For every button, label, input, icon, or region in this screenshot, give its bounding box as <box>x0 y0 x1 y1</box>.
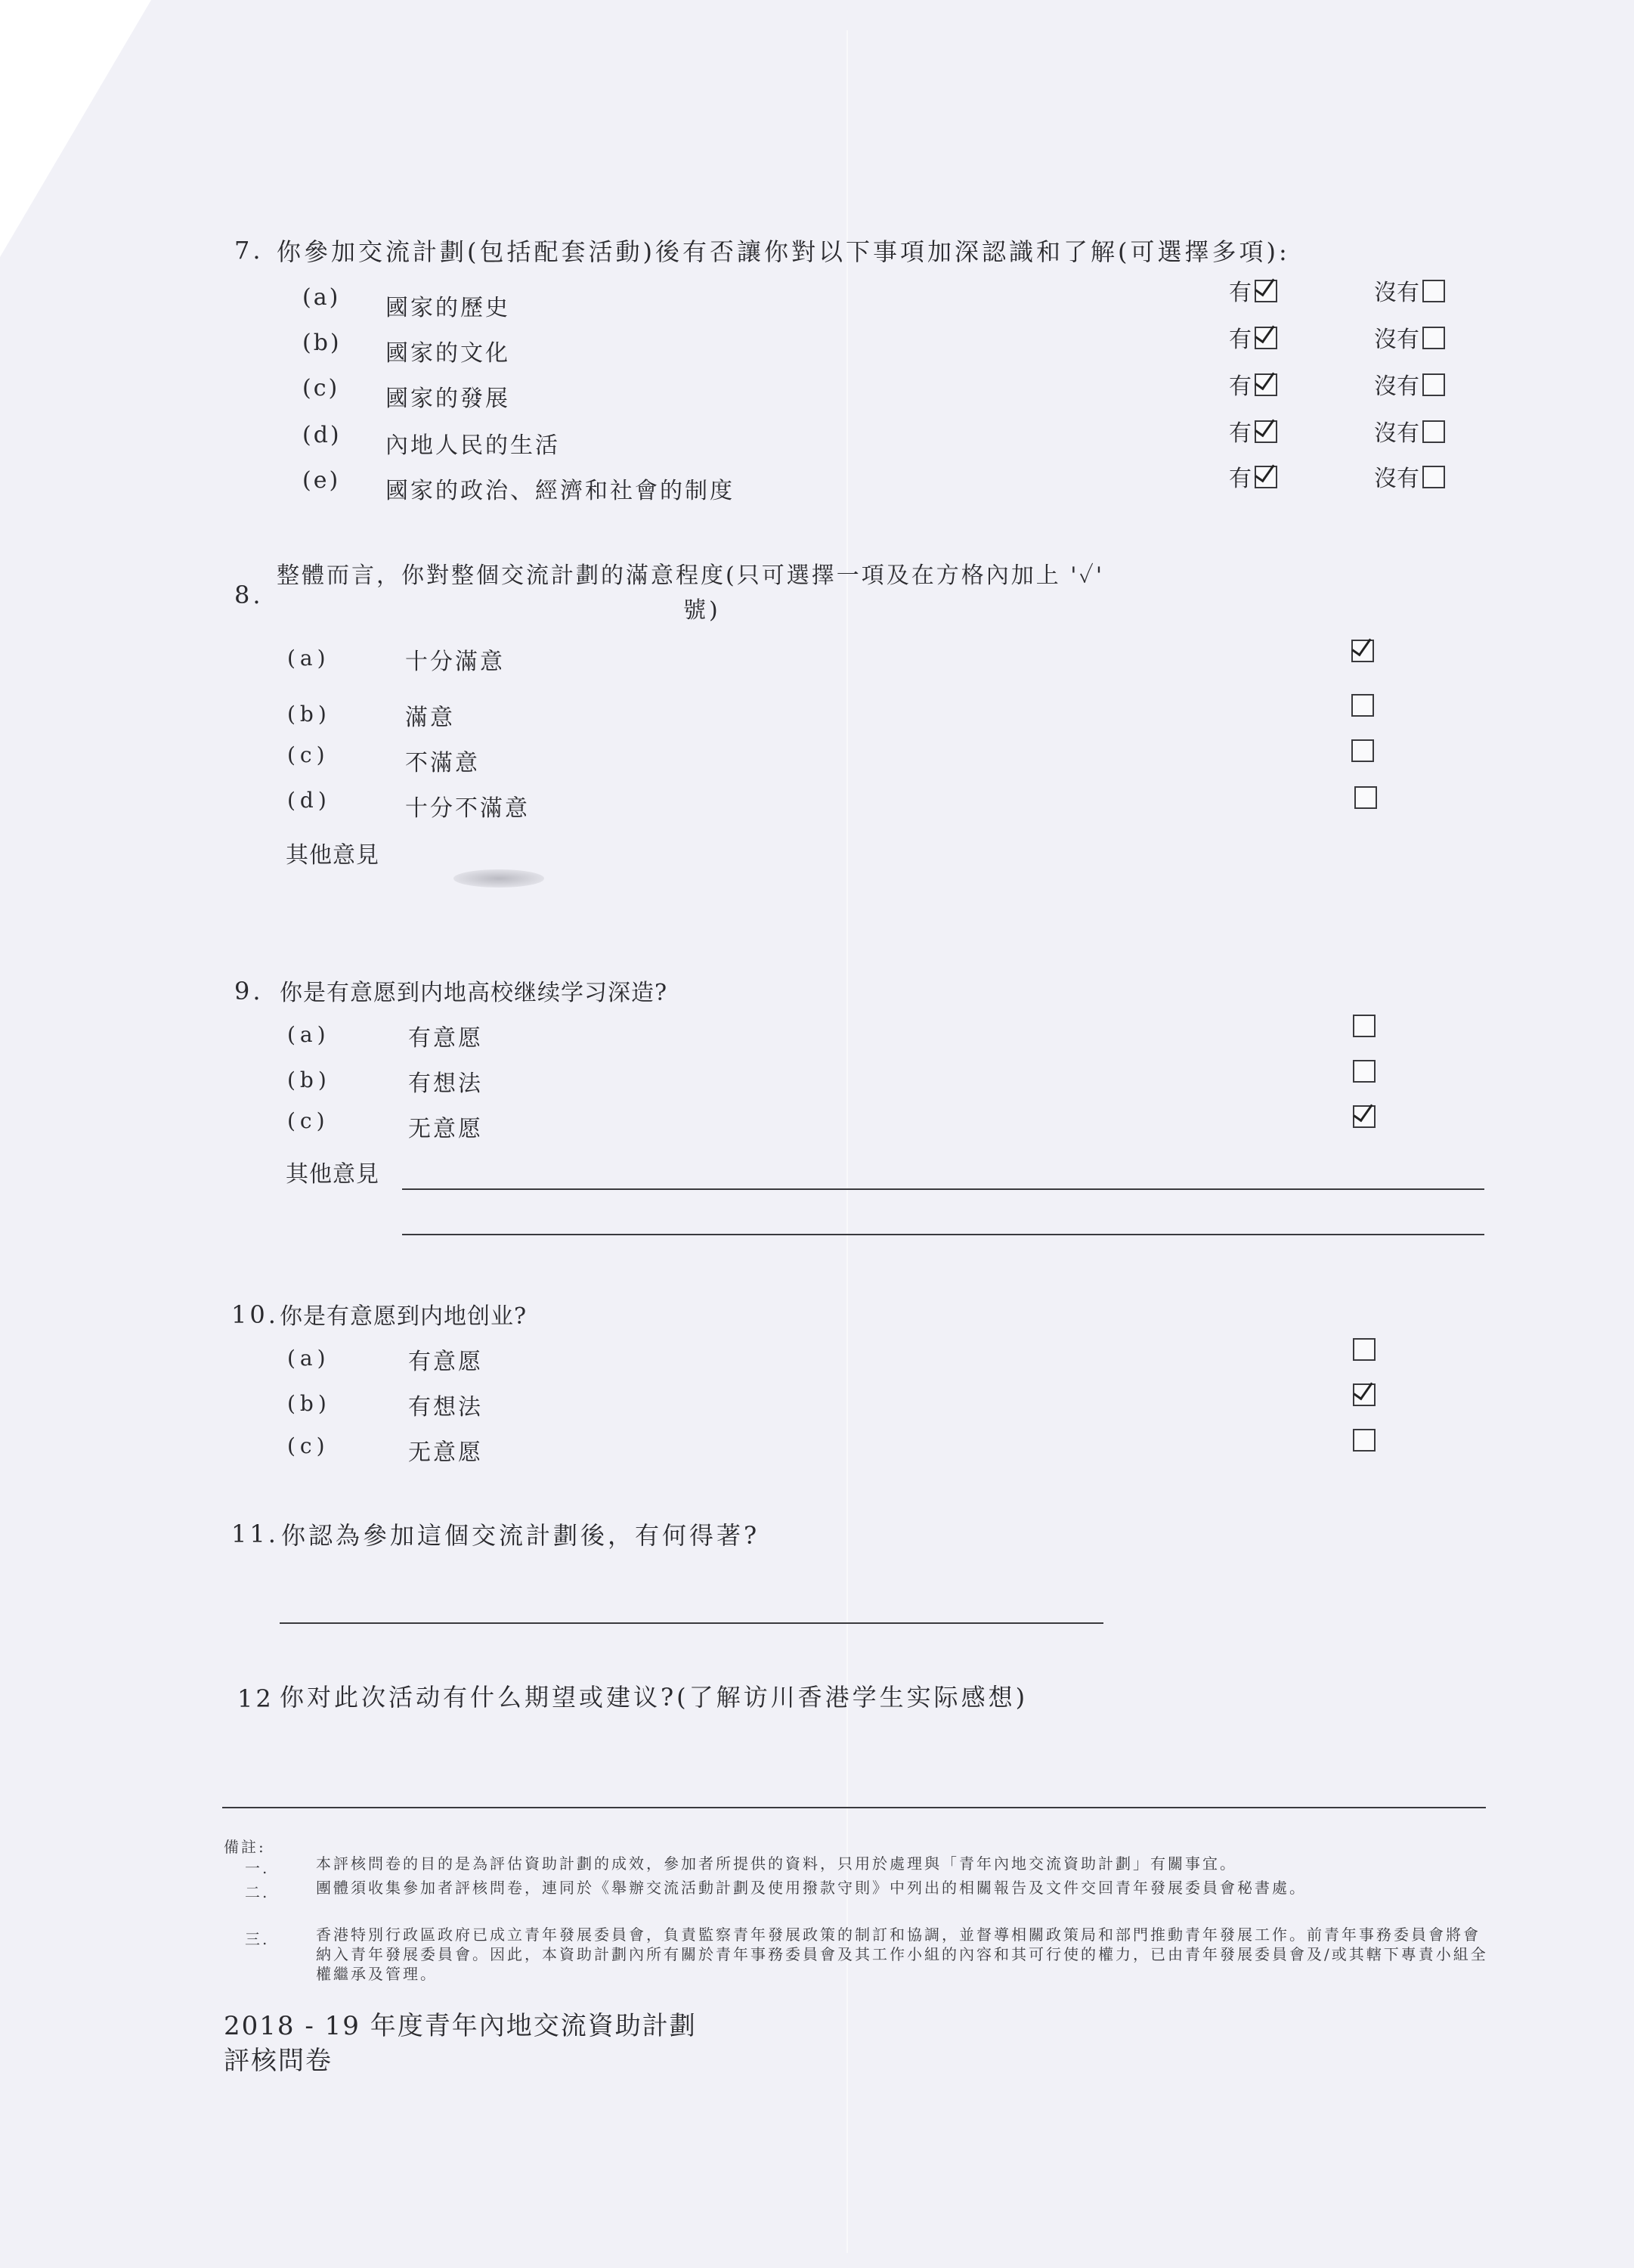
q9-a-checkbox[interactable] <box>1353 1015 1376 1037</box>
note-3-number: 三. <box>245 1930 270 1948</box>
q9-number: 9. <box>234 977 264 1005</box>
q7-question-text: 你參加交流計劃(包括配套活動)後有否讓你對以下事項加深認識和了解(可選擇多項): <box>277 237 1290 266</box>
q7-a-no <box>1374 274 1445 307</box>
q7-c-no-checkbox[interactable] <box>1422 373 1445 396</box>
no-label: 沒有 <box>1374 327 1419 353</box>
note-1-text: 本評核問卷的目的是為評估資助計劃的成效，參加者所提供的資料，只用於處理與「青年內地交流資助計劃」有關事宜。 <box>316 1854 1237 1873</box>
ink-smudge <box>453 869 544 888</box>
q10-number: 10. <box>231 1300 279 1329</box>
q10-b-text: 有想法 <box>408 1394 483 1421</box>
q8-c-checkbox[interactable] <box>1351 739 1374 762</box>
q7-c-yes <box>1229 367 1277 401</box>
q10-question-text: 你是有意愿到内地创业? <box>280 1303 528 1330</box>
q8-c-letter: (c) <box>287 742 330 767</box>
q7-c-yes-checkbox[interactable] <box>1255 373 1277 396</box>
q9-b-text: 有想法 <box>408 1070 483 1097</box>
q7-e-yes <box>1229 460 1277 493</box>
paper-crease <box>846 30 848 2253</box>
q8-c-text: 不滿意 <box>405 750 480 776</box>
notes-heading: 備註: <box>224 1838 266 1856</box>
q11-answer-line[interactable] <box>280 1622 1103 1624</box>
note-3-text: 香港特別行政區政府已成立青年發展委員會，負責監察青年發展政策的制訂和協調，並督導相關政策局和部門推動青年發展工作。前青年事務委員會將會納入青年發展委員會。因此，本資助計劃內所有關於青年事務委員會及其工作小組的內容和其可行使的權力，已由青年發展委員會及/或其轄下專責小組全權繼承及管理。 <box>316 1926 1488 1983</box>
q11-question-text: 你認為參加這個交流計劃後，有何得著? <box>281 1521 760 1550</box>
q9-a-text: 有意愿 <box>408 1025 483 1052</box>
yes-label: 有 <box>1229 280 1252 306</box>
q7-e-no-checkbox[interactable] <box>1422 466 1445 488</box>
q9-b-letter: (b) <box>287 1067 331 1092</box>
q10-c-checkbox[interactable] <box>1353 1429 1376 1452</box>
q8-other-label: 其他意見 <box>286 842 379 869</box>
note-2-number: 二. <box>245 1883 270 1901</box>
q8-question-text-cont: 號) <box>683 597 721 624</box>
yes-label: 有 <box>1229 327 1252 353</box>
q8-a-checkbox[interactable] <box>1351 640 1374 662</box>
q7-d-text: 內地人民的生活 <box>385 432 560 459</box>
q8-d-letter: (d) <box>287 788 331 813</box>
q8-b-text: 滿意 <box>405 705 455 731</box>
q7-b-no <box>1374 321 1445 354</box>
q12-answer-line[interactable] <box>222 1807 1486 1808</box>
q7-b-yes-checkbox[interactable] <box>1255 327 1277 349</box>
q8-b-checkbox[interactable] <box>1351 694 1374 717</box>
q7-d-yes <box>1229 414 1277 448</box>
q9-c-text: 无意愿 <box>408 1116 483 1142</box>
q10-c-letter: (c) <box>287 1433 330 1458</box>
q9-other-label: 其他意見 <box>286 1161 379 1188</box>
q8-b-letter: (b) <box>287 702 331 727</box>
q7-a-yes-checkbox[interactable] <box>1255 280 1277 302</box>
q10-b-checkbox[interactable] <box>1353 1383 1376 1406</box>
q9-other-answer-line-1[interactable] <box>402 1188 1484 1190</box>
q7-c-no <box>1374 367 1445 401</box>
folded-corner <box>0 0 151 257</box>
q9-c-checkbox[interactable] <box>1353 1105 1376 1128</box>
q12-number: 12 <box>237 1684 274 1713</box>
q7-a-text: 國家的歷史 <box>385 295 510 321</box>
q7-e-no <box>1374 460 1445 493</box>
q10-a-letter: (a) <box>287 1346 330 1371</box>
no-label: 沒有 <box>1374 466 1419 492</box>
q7-d-no-checkbox[interactable] <box>1422 420 1445 443</box>
note-2-text: 團體須收集參加者評核問卷，連同於《舉辦交流活動計劃及使用撥款守則》中列出的相關報告及文件交回青年發展委員會秘書處。 <box>316 1879 1307 1897</box>
yes-label: 有 <box>1229 466 1252 492</box>
q7-d-yes-checkbox[interactable] <box>1255 420 1277 443</box>
q9-other-answer-line-2[interactable] <box>402 1234 1484 1235</box>
q7-c-letter: (c) <box>302 375 340 401</box>
q7-a-yes <box>1229 274 1277 307</box>
q7-c-text: 國家的發展 <box>385 386 510 412</box>
footer-form-title: 評核問卷 <box>224 2046 333 2076</box>
no-label: 沒有 <box>1374 373 1419 400</box>
q7-e-yes-checkbox[interactable] <box>1255 466 1277 488</box>
q7-a-no-checkbox[interactable] <box>1422 280 1445 302</box>
q7-e-text: 國家的政治、經濟和社會的制度 <box>385 478 735 504</box>
yes-label: 有 <box>1229 420 1252 447</box>
q8-a-letter: (a) <box>287 646 330 671</box>
q9-a-letter: (a) <box>287 1022 330 1047</box>
q7-e-letter: (e) <box>302 467 341 494</box>
q7-d-letter: (d) <box>302 422 342 448</box>
q7-b-letter: (b) <box>302 330 342 356</box>
q12-question-text: 你对此次活动有什么期望或建议?(了解访川香港学生实际感想) <box>280 1683 1029 1712</box>
yes-label: 有 <box>1229 373 1252 400</box>
q10-b-letter: (b) <box>287 1391 331 1416</box>
q10-c-text: 无意愿 <box>408 1439 483 1466</box>
q10-a-checkbox[interactable] <box>1353 1338 1376 1361</box>
q8-d-checkbox[interactable] <box>1354 786 1377 809</box>
q11-number: 11. <box>231 1520 279 1548</box>
q9-c-letter: (c) <box>287 1108 330 1133</box>
note-1-number: 一. <box>245 1859 270 1877</box>
q7-number: 7. <box>234 236 264 265</box>
q8-number: 8. <box>234 581 264 609</box>
q10-a-text: 有意愿 <box>408 1349 483 1375</box>
q9-b-checkbox[interactable] <box>1353 1060 1376 1083</box>
q7-b-yes <box>1229 321 1277 354</box>
q7-d-no <box>1374 414 1445 448</box>
no-label: 沒有 <box>1374 280 1419 306</box>
q9-question-text: 你是有意愿到内地高校继续学习深造? <box>280 980 668 1006</box>
q7-a-letter: (a) <box>302 284 341 311</box>
q7-b-text: 國家的文化 <box>385 340 510 367</box>
footer-programme-title: 2018 - 19 年度青年內地交流資助計劃 <box>224 2011 697 2041</box>
q8-d-text: 十分不滿意 <box>405 795 530 822</box>
q7-b-no-checkbox[interactable] <box>1422 327 1445 349</box>
no-label: 沒有 <box>1374 420 1419 447</box>
q8-question-text: 整體而言，你對整個交流計劃的滿意程度(只可選擇一項及在方格內加上 '✓' <box>277 562 1105 589</box>
q8-a-text: 十分滿意 <box>405 649 505 675</box>
